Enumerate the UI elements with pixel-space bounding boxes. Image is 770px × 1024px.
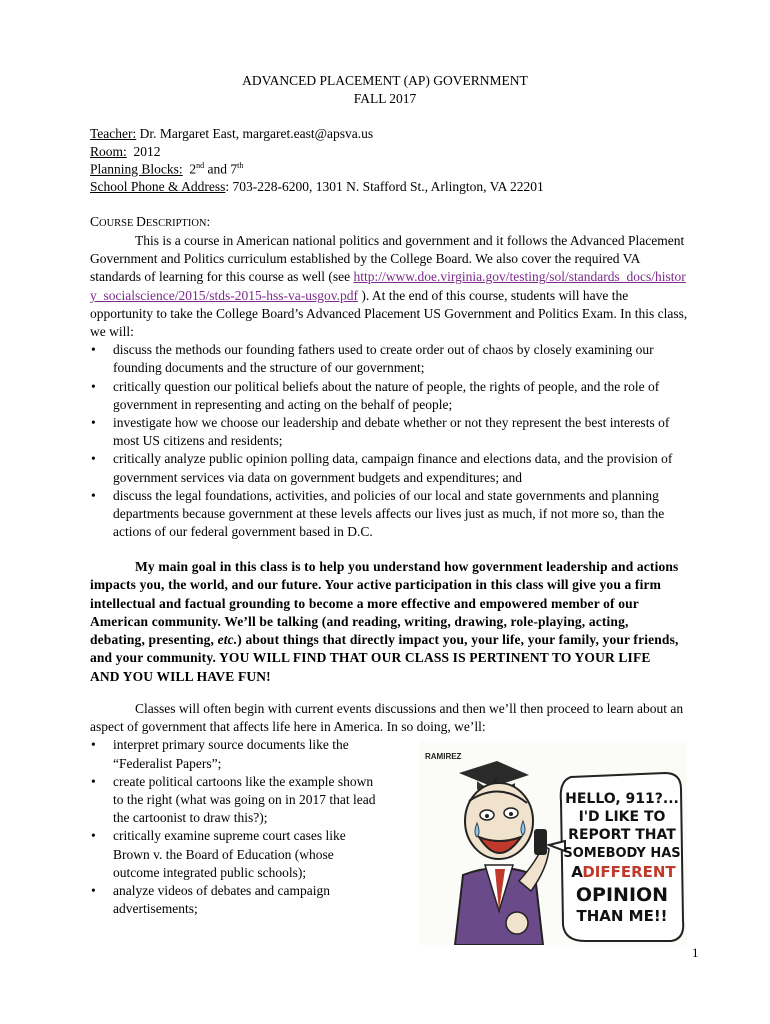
planning-blocks-line: [90, 161, 243, 178]
list-item: • analyze videos of debates and campaign advertisements;: [90, 882, 383, 918]
list-item: • critically examine supreme court cases like Brown v. the Board of Education (whose outcome integrated public schools);: [90, 827, 383, 882]
main-goal-paragraph: [90, 558, 682, 686]
cartoon-image: [419, 741, 687, 945]
teacher-label: Teacher:: [90, 126, 137, 141]
course-intro-text-cont: ). At the end of this course, students will have the opportunity to take the College Board’s Advanced Placement US Government and Politics Exam. In this class, we will:: [90, 287, 688, 340]
list-item: • discuss the methods our founding fathers used to create order out of chaos by closely examining our founding documents and the structure of our government;: [90, 341, 690, 377]
main-goal-etc: etc.: [217, 632, 238, 648]
course-description-heading: [90, 214, 210, 230]
document-title: ADVANCED PLACEMENT (AP) GOVERNMENT: [242, 73, 528, 88]
cartoon-signature: RAMIREZ: [425, 752, 462, 761]
room-value: 2012: [126, 144, 161, 159]
school-phone-line: [90, 179, 544, 195]
course-intro: [90, 232, 690, 341]
heading-letter: C: [90, 214, 100, 229]
teacher-line: [90, 126, 373, 142]
planning-block-7-suffix: th: [237, 161, 244, 170]
list-item: • critically question our political beliefs about the nature of people, the rights of people, and the role of government in representing and acting on the behalf of people;: [90, 378, 690, 414]
cartoon-speech-line: HELLO, 911?...: [565, 791, 679, 807]
cartoon-speech-line: A: [571, 863, 583, 881]
cartoon-speech-line: I'D LIKE TO: [578, 809, 666, 825]
cartoon-speech-line: DIFFERENT: [582, 863, 676, 881]
list-item: • create political cartoons like the example shown to the right (what was going on in 2017 that lead the cartoonist to draw this?);: [90, 773, 383, 828]
page-number: 1: [692, 945, 699, 960]
classes-intro: Classes will often begin with current events discussions and then we’ll then proceed to learn about an aspect of government that affects life here in America. In so doing, we’ll:: [90, 701, 684, 735]
list-item: • discuss the legal foundations, activities, and policies of our local and state governments and planning departments because government at these levels affects our lives just as much, if not more so, than the actions of our federal government based in D.C.: [90, 487, 690, 542]
school-phone-label: School Phone & Address: [90, 179, 226, 194]
document-term: FALL 2017: [353, 91, 417, 106]
heading-word: ESCRIPTION: [145, 218, 207, 229]
cartoon-speech-line: REPORT THAT: [568, 827, 676, 843]
heading-word: OURSE: [99, 218, 137, 229]
cartoon-speech-line: SOMEBODY HAS: [563, 846, 681, 861]
room-line: [90, 144, 161, 160]
room-label: Room:: [90, 144, 127, 159]
teacher-value: Dr. Margaret East, margaret.east@apsva.us: [136, 126, 374, 141]
main-goal-text-cont: ) about things that directly impact you, your life, your family, your friends, and your community. YOU WILL FIND THAT OUR CLASS IS PERTINENT TO YOUR LIFE AND YOU WILL HAVE FUN!: [90, 632, 679, 684]
list-item: • investigate how we choose our leadership and debate whether or not they represent the best interests of most US citizens and residents;: [90, 414, 690, 450]
cartoon-speech-line: THAN ME!!: [576, 907, 668, 925]
political-cartoon: [419, 741, 687, 945]
planning-block-2-suffix: nd: [196, 161, 205, 170]
heading-letter: D: [136, 214, 146, 229]
list-item: • critically analyze public opinion polling data, campaign finance and elections data, and the provision of government services via data on government budgets and expenditures; and: [90, 450, 690, 486]
sol-standards-link[interactable]: http://www.doe.virginia.gov/testing/sol/standards_docs/history_socialscience/2015/stds-2015-hss-va-usgov.pdf: [90, 269, 686, 303]
cartoon-speech-line: OPINION: [575, 884, 669, 906]
planning-blocks-label: Planning Blocks:: [90, 161, 183, 177]
course-description: [90, 232, 690, 541]
school-phone-value: : 703-228-6200, 1301 N. Stafford St., Arlington, VA 22201: [225, 179, 544, 194]
list-item: • interpret primary source documents like the “Federalist Papers”;: [90, 736, 383, 772]
planning-block-7: and 7: [204, 161, 238, 177]
planning-block-2: 2: [182, 161, 197, 177]
heading-colon: :: [206, 214, 211, 229]
course-intro-text: This is a course in American national politics and government and it follows the Advanced Placement Government and Politics curriculum established by the College Board. We also cover the required VA standards of learning for this course as well (see: [90, 233, 685, 285]
main-goal-text: My main goal in this class is to help you understand how government leadership and actions impacts you, the world, and our future. Your active participation in this class will give you a firm intellectual and factual grounding to become a more effective and empowered member of our American community. We’ll be talking (and reading, writing, drawing, role-playing, acting, debating, presenting,: [90, 559, 679, 648]
course-goals-list: [90, 341, 690, 541]
